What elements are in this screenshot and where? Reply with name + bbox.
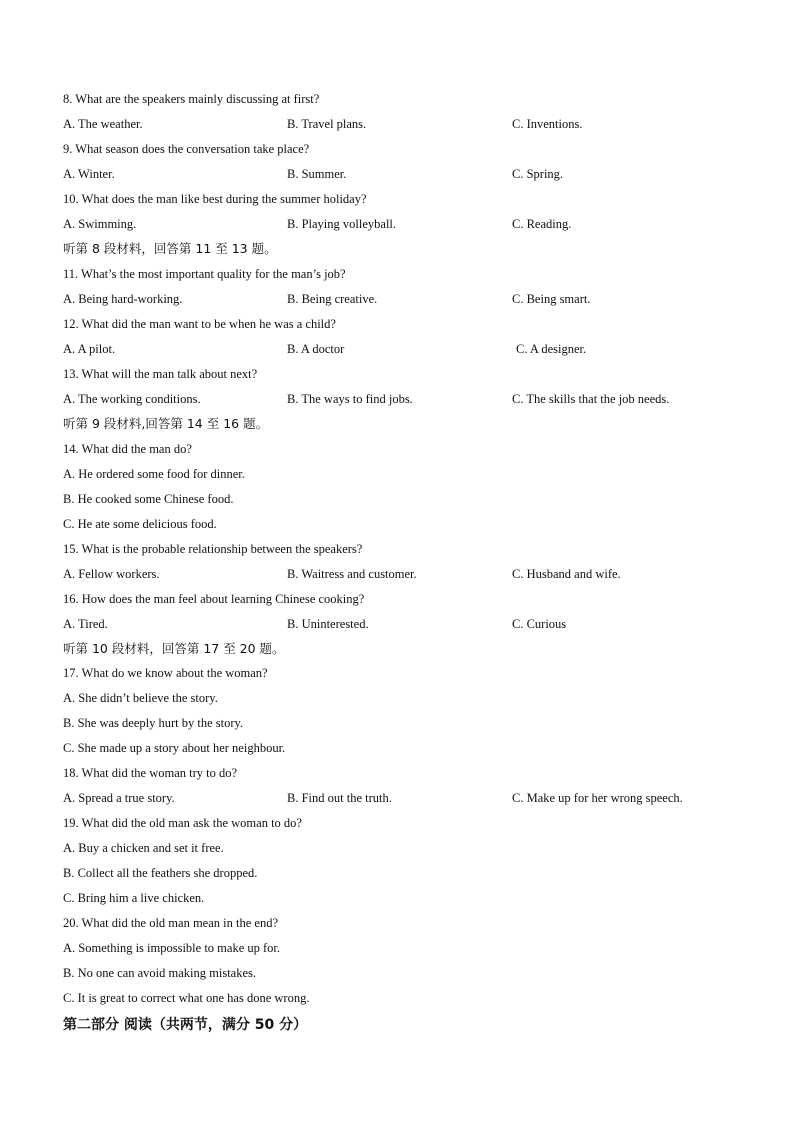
question-14-option-b: B. He cooked some Chinese food. bbox=[63, 492, 234, 506]
question-9-stem: 9. What season does the conversation take place? bbox=[63, 142, 310, 156]
question-11-option-a: A. Being hard-working. bbox=[63, 292, 183, 306]
question-16-option-a: A. Tired. bbox=[63, 617, 108, 631]
question-13-stem: 13. What will the man talk about next? bbox=[63, 367, 258, 381]
question-14-option-c: C. He ate some delicious food. bbox=[63, 517, 217, 531]
question-13-option-b: B. The ways to find jobs. bbox=[287, 392, 413, 406]
question-17-option-a: A. She didn’t believe the story. bbox=[63, 691, 218, 705]
question-9-option-b: B. Summer. bbox=[287, 167, 347, 181]
question-15-option-b: B. Waitress and customer. bbox=[287, 567, 417, 581]
question-13-option-c: C. The skills that the job needs. bbox=[512, 392, 670, 406]
question-19-option-a: A. Buy a chicken and set it free. bbox=[63, 841, 224, 855]
question-10-option-a: A. Swimming. bbox=[63, 217, 137, 231]
question-18-stem: 18. What did the woman try to do? bbox=[63, 766, 238, 780]
question-12-option-c: C. A designer. bbox=[516, 342, 587, 356]
section-instruction-10: 听第 10 段材料，回答第 17 至 20 题。 bbox=[63, 641, 285, 656]
question-14-stem: 14. What did the man do? bbox=[63, 442, 192, 456]
question-10-option-c: C. Reading. bbox=[512, 217, 572, 231]
question-17-option-b: B. She was deeply hurt by the story. bbox=[63, 716, 244, 730]
question-18-option-a: A. Spread a true story. bbox=[63, 791, 175, 805]
question-8-option-b: B. Travel plans. bbox=[287, 117, 367, 131]
question-11-option-c: C. Being smart. bbox=[512, 292, 591, 306]
question-16-stem: 16. How does the man feel about learning Chinese cooking? bbox=[63, 592, 365, 606]
question-12-stem: 12. What did the man want to be when he was a child? bbox=[63, 317, 336, 331]
question-15-option-c: C. Husband and wife. bbox=[512, 567, 621, 581]
question-19-option-b: B. Collect all the feathers she dropped. bbox=[63, 866, 258, 880]
question-20-option-c: C. It is great to correct what one has done wrong. bbox=[63, 991, 310, 1005]
question-19-option-c: C. Bring him a live chicken. bbox=[63, 891, 205, 905]
question-10-option-b: B. Playing volleyball. bbox=[287, 217, 397, 231]
question-8-stem: 8. What are the speakers mainly discussing at first? bbox=[63, 92, 320, 106]
question-10-stem: 10. What does the man like best during the summer holiday? bbox=[63, 192, 367, 206]
question-15-stem: 15. What is the probable relationship between the speakers? bbox=[63, 542, 363, 556]
question-8-option-c: C. Inventions. bbox=[512, 117, 583, 131]
question-8-option-a: A. The weather. bbox=[63, 117, 143, 131]
question-14-option-a: A. He ordered some food for dinner. bbox=[63, 467, 245, 481]
question-13-option-a: A. The working conditions. bbox=[63, 392, 201, 406]
question-17-option-c: C. She made up a story about her neighbour. bbox=[63, 741, 286, 755]
question-20-stem: 20. What did the old man mean in the end? bbox=[63, 916, 278, 930]
question-11-stem: 11. What’s the most important quality for the man’s job? bbox=[63, 267, 346, 281]
question-20-option-b: B. No one can avoid making mistakes. bbox=[63, 966, 257, 980]
question-12-option-b: B. A doctor bbox=[287, 342, 345, 356]
question-11-option-b: B. Being creative. bbox=[287, 292, 378, 306]
question-12-option-a: A. A pilot. bbox=[63, 342, 116, 356]
question-17-stem: 17. What do we know about the woman? bbox=[63, 666, 268, 680]
question-19-stem: 19. What did the old man ask the woman to do? bbox=[63, 816, 302, 830]
question-9-option-a: A. Winter. bbox=[63, 167, 115, 181]
question-9-option-c: C. Spring. bbox=[512, 167, 564, 181]
section-2-heading: 第二部分 阅读（共两节，满分 50 分） bbox=[63, 1017, 308, 1033]
question-20-option-a: A. Something is impossible to make up for. bbox=[63, 941, 281, 955]
question-18-option-c: C. Make up for her wrong speech. bbox=[512, 791, 683, 805]
section-instruction-8: 听第 8 段材料，回答第 11 至 13 题。 bbox=[63, 241, 277, 256]
question-18-option-b: B. Find out the truth. bbox=[287, 791, 392, 805]
question-16-option-c: C. Curious bbox=[512, 617, 567, 631]
section-instruction-9: 听第 9 段材料,回答第 14 至 16 题。 bbox=[63, 416, 269, 431]
question-16-option-b: B. Uninterested. bbox=[287, 617, 369, 631]
question-15-option-a: A. Fellow workers. bbox=[63, 567, 160, 581]
